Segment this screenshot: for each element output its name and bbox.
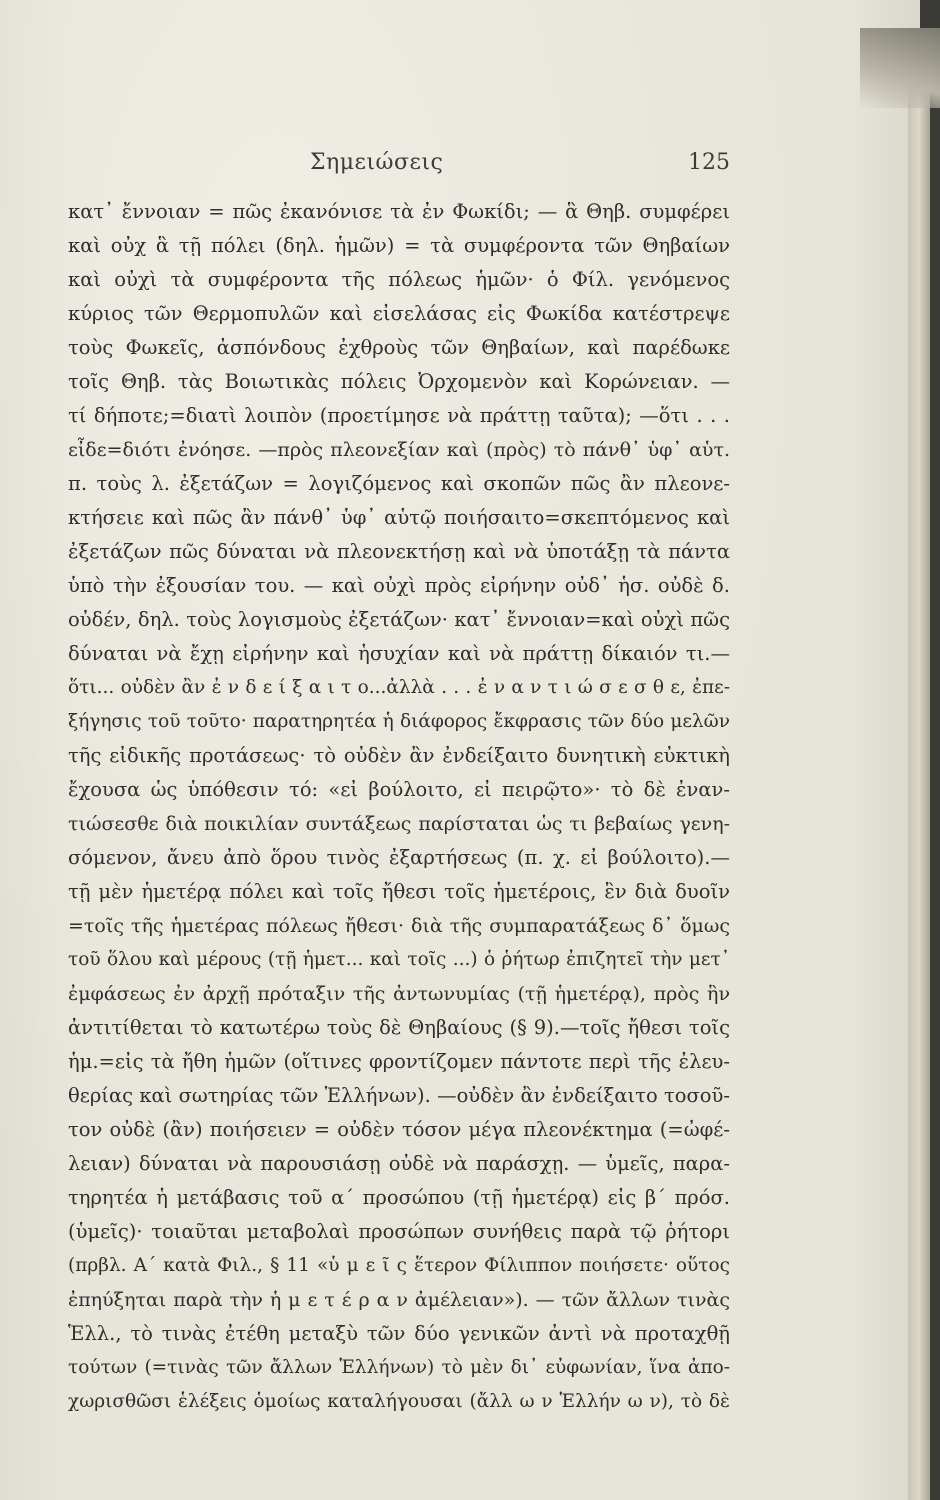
text-line: λειαν) δύναται νὰ παρουσιάσῃ οὐδὲ νὰ παράσχῃ. — ὑμεῖς, παρα- [68,1152,730,1175]
text-line: τοῖς Θηβ. τὰς Βοιωτικὰς πόλεις Ὀρχομενὸν καὶ Κορώνειαν. — [68,370,730,393]
notes-text [68,195,730,1419]
text-line: ἐμφάσεως ἐν ἀρχῇ πρόταξιν τῆς ἀντωνυμίας (τῇ ἡμετέρᾳ), πρὸς ἣν [68,983,730,1005]
text-line: τηρητέα ἡ μετάβασις τοῦ α´ προσώπου (τῇ ἡμετέρᾳ) εἰς β´ πρόσ. [68,1186,730,1209]
text-line: (ὑμεῖς)· τοιαῦται μεταβολαὶ προσώπων συνήθεις παρὰ τῷ ῥήτορι [68,1220,730,1243]
page-number: 125 [688,150,730,175]
text-line: ἔχουσα ὡς ὑπόθεσιν τό: «εἰ βούλοιτο, εἰ πειρῷτο»· τὸ δὲ ἐναν- [68,778,730,801]
text-line: καὶ οὐχ ἃ τῇ πόλει (δηλ. ἡμῶν) = τὰ συμφέροντα τῶν Θηβαίων [68,234,730,257]
text-line: ξήγησις τοῦ τοῦτο· παρατηρητέα ἡ διάφορος ἔκφρασις τῶν δύο μελῶν [68,711,730,732]
text-line: χωρισθῶσι ἑλέξεις ὁμοίως καταλήγουσαι (ἄλλ ω ν Ἑλλήν ω ν), τὸ δὲ [68,1391,730,1412]
text-line: σόμενον, ἄνευ ἀπὸ ὅρου τινὸς ἐξαρτήσεως (π. χ. εἰ βούλοιτο).— [68,846,730,869]
text-line: δύναται νὰ ἔχῃ εἰρήνην καὶ ἡσυχίαν καὶ νὰ πράττῃ δίκαιόν τι.— [68,642,730,665]
text-line: Ἑλλ., τὸ τινὰς ἐτέθη μεταξὺ τῶν δύο γενικῶν ἀντὶ νὰ προταχθῇ [68,1322,730,1345]
text-line: ἀντιτίθεται τὸ κατωτέρω τοὺς δὲ Θηβαίους (§ 9).—τοῖς ἤθεσι τοῖς [68,1016,730,1039]
text-line: ὅτι... οὐδὲν ἂν ἐ ν δ ε ί ξ α ι τ ο...ἀλλὰ . . . ἐ ν α ν τ ι ώ σ ε σ θ ε, ἐπε- [68,677,730,698]
text-line: τί δήποτε;=διατὶ λοιπὸν (προετίμησε νὰ πράττῃ ταῦτα); —ὅτι . . . [68,404,730,427]
text-line: καὶ οὐχὶ τὰ συμφέροντα τῆς πόλεως ἡμῶν· ὁ Φίλ. γενόμενος [68,268,730,291]
text-line: τοὺς Φωκεῖς, ἀσπόνδους ἐχθροὺς τῶν Θηβαίων, καὶ παρέδωκε [68,336,730,359]
running-title: Σημειώσεις [310,150,444,175]
page-corner-shadow [860,28,940,108]
text-line: τιώσεσθε διὰ ποικιλίαν συντάξεως παρίσταται ὡς τι βεβαίως γενη- [68,813,730,835]
text-line: κύριος τῶν Θερμοπυλῶν καὶ εἰσελάσας εἰς Φωκίδα κατέστρεψε [68,302,730,325]
text-line: =τοῖς τῆς ἡμετέρας πόλεως ἤθεσι· διὰ τῆς συμπαρατάξεως δ᾿ ὅμως [68,915,730,937]
text-line: ἐπηύξηται παρὰ τὴν ἡ μ ε τ έ ρ α ν ἀμέλειαν»). — τῶν ἄλλων τινὰς [68,1289,730,1311]
text-line: κτήσειε καὶ πῶς ἂν πάνθ᾿ ὑφ᾿ αὑτῷ ποιήσαιτο=σκεπτόμενος καὶ [68,506,730,529]
text-line: τῆς εἰδικῆς προτάσεως· τὸ οὐδὲν ἂν ἐνδείξαιτο δυνητικὴ εὐκτικὴ [68,744,730,767]
text-line: οὐδέν, δηλ. τοὺς λογισμοὺς ἐξετάζων· κατ᾿ ἔννοιαν=καὶ οὐχὶ πῶς [68,608,730,631]
page-edge [908,30,930,1500]
text-line: ἐξετάζων πῶς δύναται νὰ πλεονεκτήσῃ καὶ νὰ ὑποτάξῃ τὰ πάντα [68,540,730,563]
text-line: τούτων (=τινὰς τῶν ἄλλων Ἑλλήνων) τὸ μὲν δι᾿ εὐφωνίαν, ἵνα ἀπο- [68,1357,730,1378]
text-line: εἶδε=διότι ἐνόησε. —πρὸς πλεονεξίαν καὶ (πρὸς) τὸ πάνθ᾿ ὑφ᾿ αὑτ. [68,439,730,461]
text-line: π. τοὺς λ. ἐξετάζων = λογιζόμενος καὶ σκοπῶν πῶς ἂν πλεονε- [68,472,730,495]
text-line: ὑπὸ τὴν ἐξουσίαν του. — καὶ οὐχὶ πρὸς εἰρήνην οὐδ᾿ ἡσ. οὐδὲ δ. [68,574,730,597]
text-line: τον οὐδὲ (ἂν) ποιήσειεν = οὐδὲν τόσον μέγα πλεονέκτημα (=ὠφέ- [68,1118,730,1141]
running-head [310,150,730,184]
text-line: τοῦ ὅλου καὶ μέρους (τῇ ἡμετ... καὶ τοῖς ...) ὁ ῥήτωρ ἐπιζητεῖ τὴν μετ᾿ [68,949,730,970]
text-line: ἡμ.=εἰς τὰ ἤθη ἡμῶν (οἵτινες φροντίζομεν πάντοτε περὶ τῆς ἐλευ- [68,1050,730,1073]
text-line: κατ᾿ ἔννοιαν = πῶς ἐκανόνισε τὰ ἐν Φωκίδι; — ἃ Θηβ. συμφέρει [68,200,730,223]
text-line: (πρβλ. Α´ κατὰ Φιλ., § 11 «ὑ μ ε ῖ ς ἕτερον Φίλιππον ποιήσετε· οὕτος [68,1255,730,1276]
text-line: θερίας καὶ σωτηρίας τῶν Ἑλλήνων). —οὐδὲν ἂν ἐνδείξαιτο τοσοῦ- [68,1084,730,1107]
text-line: τῇ μὲν ἡμετέρᾳ πόλει καὶ τοῖς ἤθεσι τοῖς ἡμετέροις, ἓν διὰ δυοῖν [68,880,730,903]
